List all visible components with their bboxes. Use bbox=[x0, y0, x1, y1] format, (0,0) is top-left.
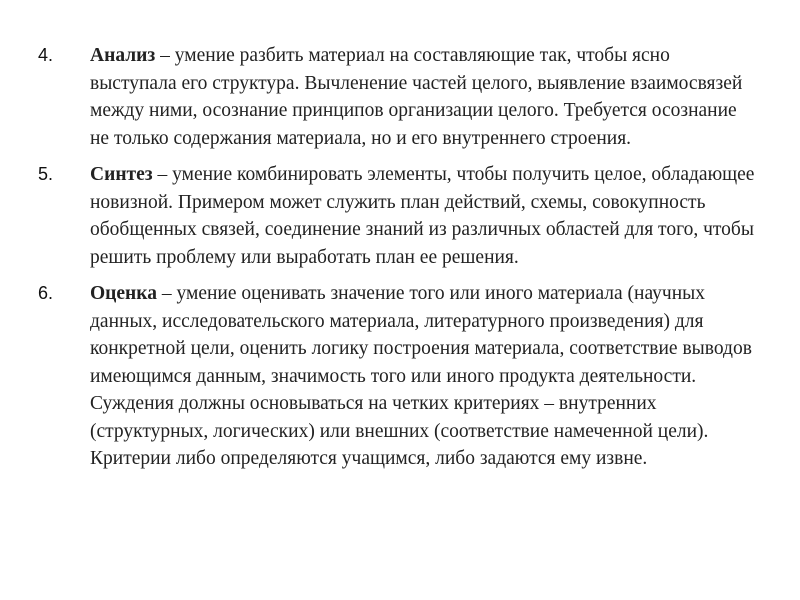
item-number: 6. bbox=[38, 283, 54, 303]
numbered-list bbox=[38, 42, 758, 482]
item-term: Синтез bbox=[90, 164, 153, 185]
item-description: – умение комбинировать элементы, чтобы получить целое, обладающее новизной. Примером может служить план действий, схемы, совокупность обобщенных связей, соединение знаний из различных областей для того, чтобы решить проблему или выработать план ее решения. bbox=[90, 164, 755, 268]
item-description: – умение оценивать значение того или иного материала (научных данных, исследовательского материала, литературного произведения) для конкретной цели, оценить логику построения материала, соответствие выводов имеющимся данным, значимость того или иного продукта деятельности. Суждения должны основываться на четких критериях – внутренних (структурных, логических) или внешних (соответствие намеченной цели). Критерии либо определяются учащимся, либо задаются ему извне. bbox=[90, 283, 752, 469]
item-term: Анализ bbox=[90, 45, 156, 66]
list-item-analysis bbox=[38, 42, 758, 152]
list-item-evaluation bbox=[38, 280, 758, 473]
list-item-synthesis bbox=[38, 161, 758, 271]
item-number: 5. bbox=[38, 164, 54, 184]
item-number: 4. bbox=[38, 45, 54, 65]
item-description: – умение разбить материал на составляющие так, чтобы ясно выступала его структура. Вычленение частей целого, выявление взаимосвязей между ними, осознание принципов организации целого. Требуется осознание не только содержания материала, но и его внутреннего строения. bbox=[90, 45, 743, 149]
item-term: Оценка bbox=[90, 283, 157, 304]
